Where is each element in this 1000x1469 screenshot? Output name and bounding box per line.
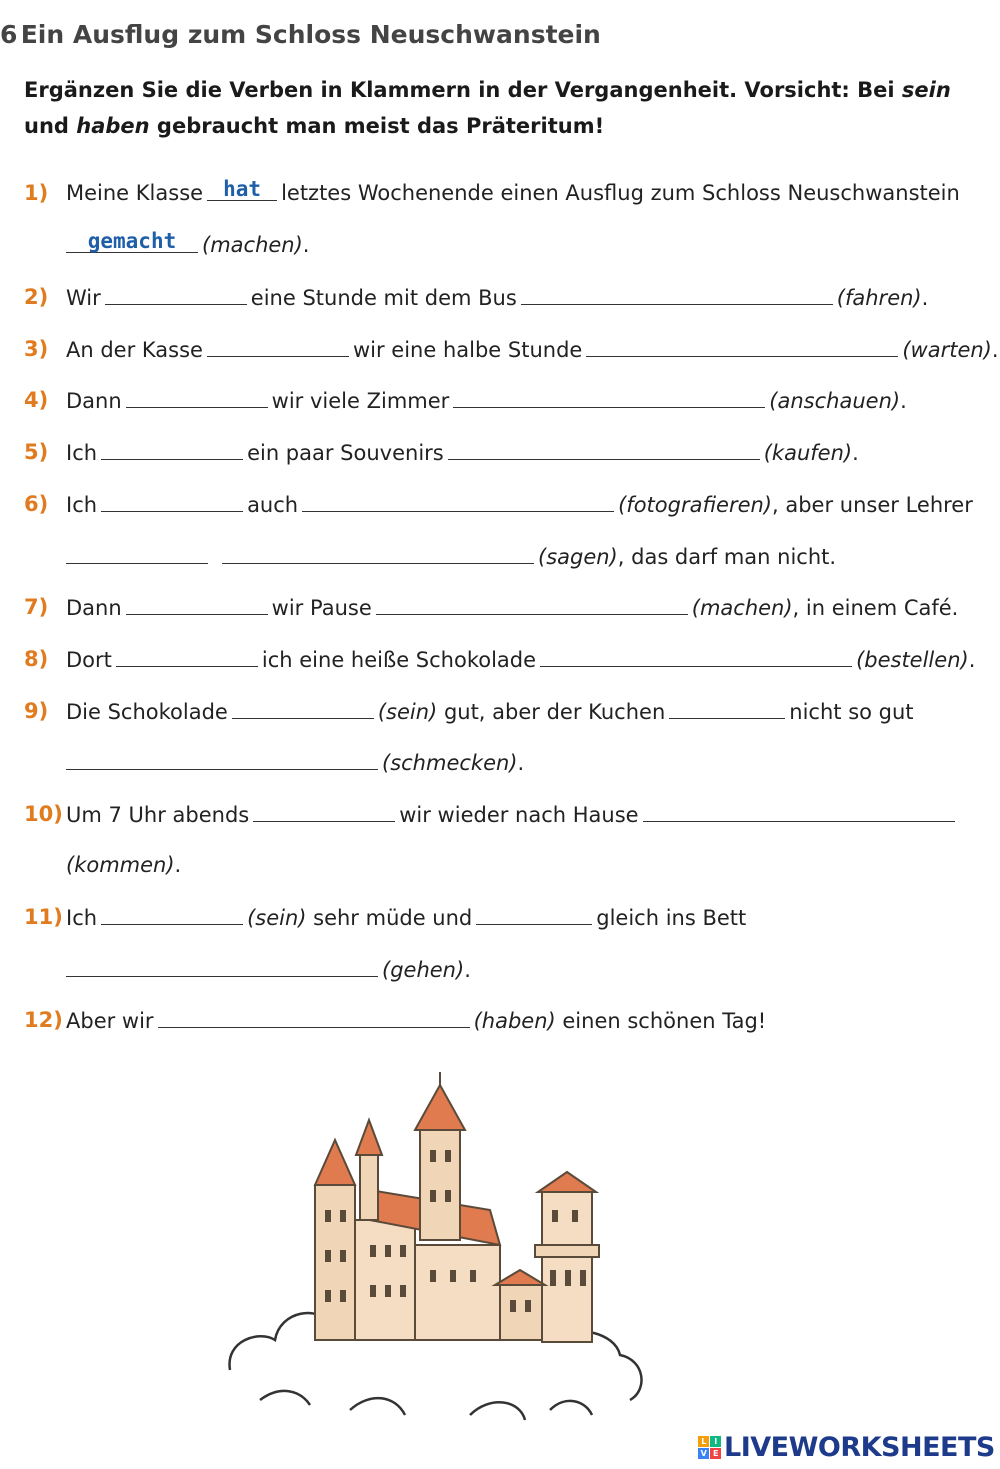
- answer-blank-7b[interactable]: [376, 592, 688, 615]
- worksheet-title: [0, 20, 601, 49]
- answer-blank-4a[interactable]: [126, 385, 268, 408]
- answer-blank-6b[interactable]: [302, 489, 614, 512]
- answer-blank-2a[interactable]: [105, 282, 247, 305]
- answer-blank-9a[interactable]: [232, 696, 374, 719]
- answer-blank-11a[interactable]: [101, 902, 243, 925]
- answer-blank-3b[interactable]: [586, 334, 898, 357]
- answer-blank-9b[interactable]: [669, 696, 785, 719]
- title-text: Ein Ausflug zum Schloss Neuschwanstein: [20, 20, 601, 49]
- answer-blank-10b[interactable]: [643, 799, 955, 822]
- answer-blank-10a[interactable]: [253, 799, 395, 822]
- liveworksheets-logo: L I V E LIVEWORKSHEETS: [698, 1432, 995, 1463]
- answer-blank-3a[interactable]: [207, 334, 349, 357]
- answer-blank-6c[interactable]: [66, 541, 208, 564]
- answer-blank-12a[interactable]: [158, 1005, 470, 1028]
- answer-blank-1b[interactable]: gemacht: [66, 230, 198, 253]
- answer-blank-5a[interactable]: [101, 437, 243, 460]
- answer-blank-6a[interactable]: [101, 489, 243, 512]
- answer-blank-11b[interactable]: [476, 902, 592, 925]
- castle-illustration: [220, 1070, 650, 1440]
- answer-blank-11c[interactable]: [66, 954, 378, 977]
- answer-blank-1a[interactable]: hat: [207, 178, 277, 201]
- answer-blank-8a[interactable]: [116, 644, 258, 667]
- instructions: Ergänzen Sie die Verben in Klammern in der Vergangenheit. Vorsicht: Bei sein und haben gebraucht man meist das Präteritum!: [24, 78, 951, 138]
- answer-blank-6d[interactable]: [222, 541, 534, 564]
- answer-blank-7a[interactable]: [126, 592, 268, 615]
- answer-blank-4b[interactable]: [453, 385, 765, 408]
- answer-blank-8b[interactable]: [540, 644, 852, 667]
- answer-blank-5b[interactable]: [448, 437, 760, 460]
- answer-blank-9c[interactable]: [66, 747, 378, 770]
- exercise-number: 6: [0, 20, 18, 49]
- liveworksheets-icon: L I V E: [698, 1436, 721, 1459]
- answer-blank-2b[interactable]: [521, 282, 833, 305]
